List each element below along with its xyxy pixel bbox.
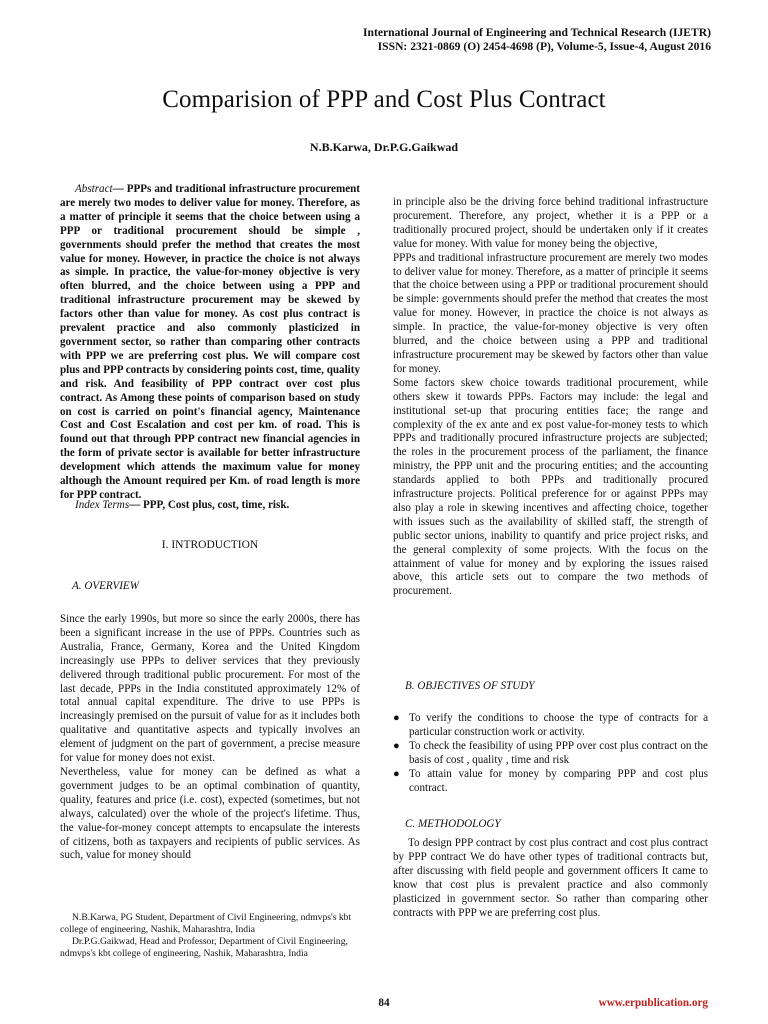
section-introduction-heading: I. INTRODUCTION [161,539,259,551]
subsection-methodology-heading: C. METHODOLOGY [405,818,501,830]
right-column [393,0,708,1024]
footnote-author-2: Dr.P.G.Gaikwad, Head and Professor, Department of Civil Engineering, ndmvps's kbt college of engineering, Nashik, Maharashtra, India [60,936,348,959]
index-terms-text: — PPP, Cost plus, cost, time, risk. [129,499,290,511]
body-paragraph: Some factors skew choice towards traditional procurement, while others skew it towards PPPs. Factors may include: the legal and institutional set-up that procuring entities face; the range and complexity of the ex ante and ex post value-for-money tests to which PPPs and traditionally procured infrastructure projects are subjected; the roles in the procurement process of the parliament, the finance ministry, the PPP unit and the procuring entities; and the accounting standards applied to both PPPs and traditionally procured infrastructure projects. Political preference for or against PPPs may also play a role in skewing incentives and affecting choice, together with issues such as the availability of skilled staff, the strength of public sector unions, inability to quantify and price project risks, and the general complexity of some projects. With the focus on the attainment of value for money and by exploring the issues raised above, this article sets out to compare the two methods of procurement. [393,376,708,598]
bullet-icon: ● [393,767,400,780]
abstract [60,183,360,503]
body-paragraph: Nevertheless, value for money can be defined as what a government judges to be an optimal combination of quantity, quality, features and price (i.e. cost), expected (sometimes, but not always, calculated) over the whole of the project's lifetime. Thus, the value-for-money concept attempts to encapsulate the interests of citizens, both as taxpayers and recipients of public services. As such, value for money should [60,765,360,862]
journal-issn: ISSN: 2321-0869 (O) 2454-4698 (P), Volume-5, Issue-4, August 2016 [377,40,711,53]
bullet-icon: ● [393,739,400,752]
footnote-author-1: N.B.Karwa, PG Student, Department of Civil Engineering, ndmvps's kbt college of engineering, Nashik, Maharashtra, India [60,912,352,935]
bullet-icon: ● [393,712,400,724]
journal-name: International Journal of Engineering and Technical Research (IJETR) [363,26,711,39]
objective-text: To attain value for money by comparing PPP and cost plus contract. [409,767,708,794]
list-item [393,712,708,740]
left-column [60,0,360,1024]
paper-title: Comparision of PPP and Cost Plus Contract [162,86,606,113]
index-terms [60,499,289,513]
body-paragraph: Since the early 1990s, but more so since the early 2000s, there has been a significant increase in the use of PPPs. Countries such as Australia, France, Germany, Korea and the United Kingdom increasingly use PPPs to deliver services that they previously delivered through traditional public procurement. For most of the last decade, PPPs in the India constituted approximately 12% of total annual capital expenditure. The drive to use PPPs is increasingly premised on the pursuit of value for as it includes both qualitative and quantitative aspects and typically involves an element of judgment on the part of government, a precise measure for value for money does not exist. [60,613,360,765]
website-link[interactable]: www.erpublication.org [598,997,708,1009]
abstract-text: — PPPs and traditional infrastructure procurement are merely two modes to deliver value for money. Therefore, as a matter of principle it seems that the choice between using a PPP or traditional procurement should be simple , governments should prefer the method that creates the most value for money. However, in practice the choice is not always as simple. In practice, the value-for-money objective is very often blurred, and the choice between using a PPP and traditional infrastructure procurement may be skewed by factors other than value for money. As cost plus contract is prevalent practice and also commonly plasticized in government sector, so rather than comparing other contracts with PPP we are preferring cost plus. We will compare cost plus and PPP contracts by considering points cost, time, quality and risk. And feasibility of PPP contract over cost plus contract. As Among these points of comparison based on study on cost is carried on point's financial agency, Maintenance Cost and Cost Escalation and cost per km. of road. This is found out that through PPP contract new financial agencies in the form of private sector is available for better infrastructure development which attends the maximum value for money although the Amount required per Km. of road length is more for PPP contract. [60,183,360,501]
body-paragraph: PPPs and traditional infrastructure procurement are merely two modes to deliver value for money. Therefore, as a matter of principle it seems that the choice between using a PPP or traditional procurement should be simple: governments should prefer the method that creates the most value for money. However, in practice the choice is not always as simple. In practice, the value-for-money objective is very often blurred, and the choice between using a PPP and traditional infrastructure procurement may be skewed by factors other than value for money. [393,251,708,375]
list-item [393,740,708,768]
body-paragraph: in principle also be the driving force behind traditional infrastructure procurement. Therefore, any project, whether it is a PPP or a traditionally procured project, should be undertaken only if it creates value for money. With value for money being the objective, [393,196,708,250]
subsection-overview-heading: A. OVERVIEW [72,580,139,592]
author-footnote [60,912,360,960]
objective-text: To verify the conditions to choose the type of contracts for a particular construction work or activity. [409,712,708,738]
page-number: 84 [378,997,390,1009]
abstract-label: Abstract [75,183,113,195]
paper-authors: N.B.Karwa, Dr.P.G.Gaikwad [309,140,459,154]
objective-text: To check the feasibility of using PPP over cost plus contract on the basis of cost , quality , time and risk [409,739,708,766]
subsection-objectives-heading: B. OBJECTIVES OF STUDY [405,680,535,692]
objectives-list [393,712,708,795]
list-item [393,768,708,796]
methodology-paragraph: To design PPP contract by cost plus contract and cost plus contract by PPP contract We do have other types of traditional contracts but, after discussing with field people and government officers It came to know that cost plus is prevalent practice and also commonly plasticized in government sector. So rather than comparing other contracts with PPP we are preferring cost plus. [393,837,708,919]
right-body [393,196,708,599]
overview-body [60,613,360,863]
index-terms-label: Index Terms [75,499,130,511]
